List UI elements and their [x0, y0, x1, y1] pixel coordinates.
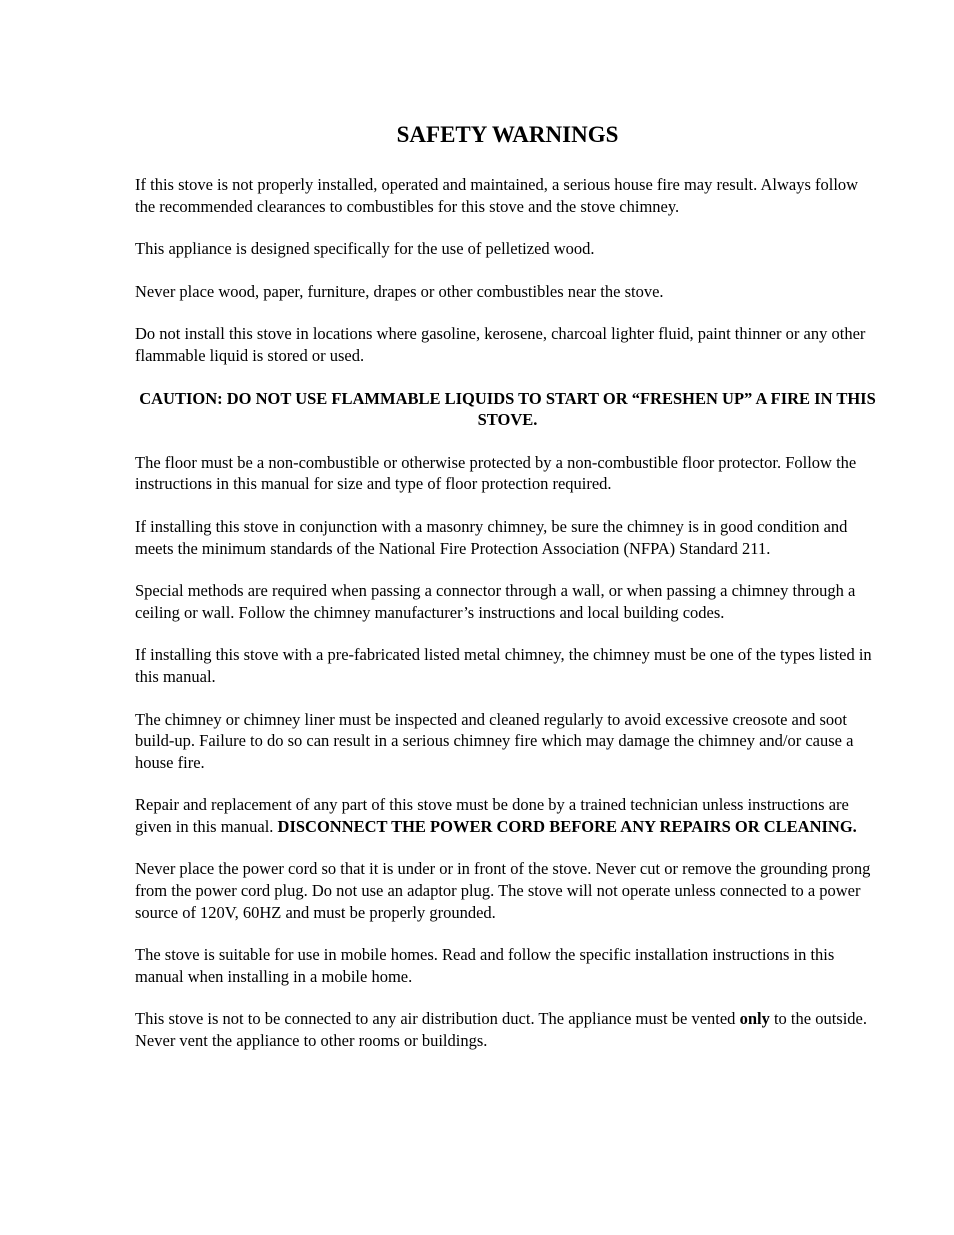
warning-paragraph-power-cord: Never place the power cord so that it is under or in front of the stove. Never cut or remove the grounding prong from the power cord plug. Do not use an adaptor plug. The stove will not operate unless connected to a power source of 120V, 60HZ and must be properly grounded. [135, 859, 871, 922]
venting-text-b: to the outside. Never vent the appliance to other rooms or buildings. [135, 1009, 867, 1051]
caution-notice: CAUTION: DO NOT USE FLAMMABLE LIQUIDS TO START OR “FRESHEN UP” A FIRE IN THIS STOVE. [139, 388, 876, 430]
page-title: SAFETY WARNINGS [396, 122, 619, 147]
document-page [135, 120, 880, 1073]
warning-paragraph-mobile-homes: The stove is suitable for use in mobile homes. Read and follow the specific installation instructions in this manual when installing in a mobile home. [135, 945, 835, 986]
venting-bold-only: only [739, 1009, 770, 1029]
warning-paragraph-fuel: This appliance is designed specifically for the use of pelletized wood. [135, 239, 595, 259]
warning-paragraph-combustibles: Never place wood, paper, furniture, drapes or other combustibles near the stove. [135, 281, 664, 301]
repair-bold-warning: DISCONNECT THE POWER CORD BEFORE ANY REPAIRS OR CLEANING. [277, 816, 857, 836]
warning-paragraph-venting [135, 1008, 880, 1051]
warning-paragraph-floor: The floor must be a non-combustible or otherwise protected by a non-combustible floor protector. Follow the instructions in this manual for size and type of floor protection required. [135, 452, 857, 494]
warning-paragraph-connector: Special methods are required when passing a connector through a wall, or when passing a chimney through a ceiling or wall. Follow the chimney manufacturer’s instructions and local building codes. [135, 581, 856, 622]
warning-paragraph-metal-chimney: If installing this stove with a pre-fabricated listed metal chimney, the chimney must be one of the types listed in this manual. [135, 645, 872, 686]
warning-paragraph-repair [135, 794, 880, 837]
repair-text: Repair and replacement of any part of this stove must be done by a trained technician unless instructions are given in this manual. [135, 795, 849, 836]
warning-paragraph-masonry-chimney: If installing this stove in conjunction with a masonry chimney, be sure the chimney is in good condition and meets the minimum standards of the National Fire Protection Association (NFPA) Standard 211. [135, 516, 848, 558]
venting-text-a: This stove is not to be connected to any air distribution duct. The appliance must be vented [135, 1009, 740, 1029]
warning-paragraph-installation: If this stove is not properly installed, operated and maintained, a serious house fire may result. Always follow the recommended clearances to combustibles for this stove and the stove chimney. [135, 175, 859, 216]
warning-paragraph-flammable-liquids: Do not install this stove in locations where gasoline, kerosene, charcoal lighter fluid, paint thinner or any other flammable liquid is stored or used. [135, 324, 866, 365]
warning-paragraph-chimney-cleaning: The chimney or chimney liner must be inspected and cleaned regularly to avoid excessive creosote and soot build-up. Failure to do so can result in a serious chimney fire which may damage the chimney and/or cause a house fire. [135, 709, 854, 772]
